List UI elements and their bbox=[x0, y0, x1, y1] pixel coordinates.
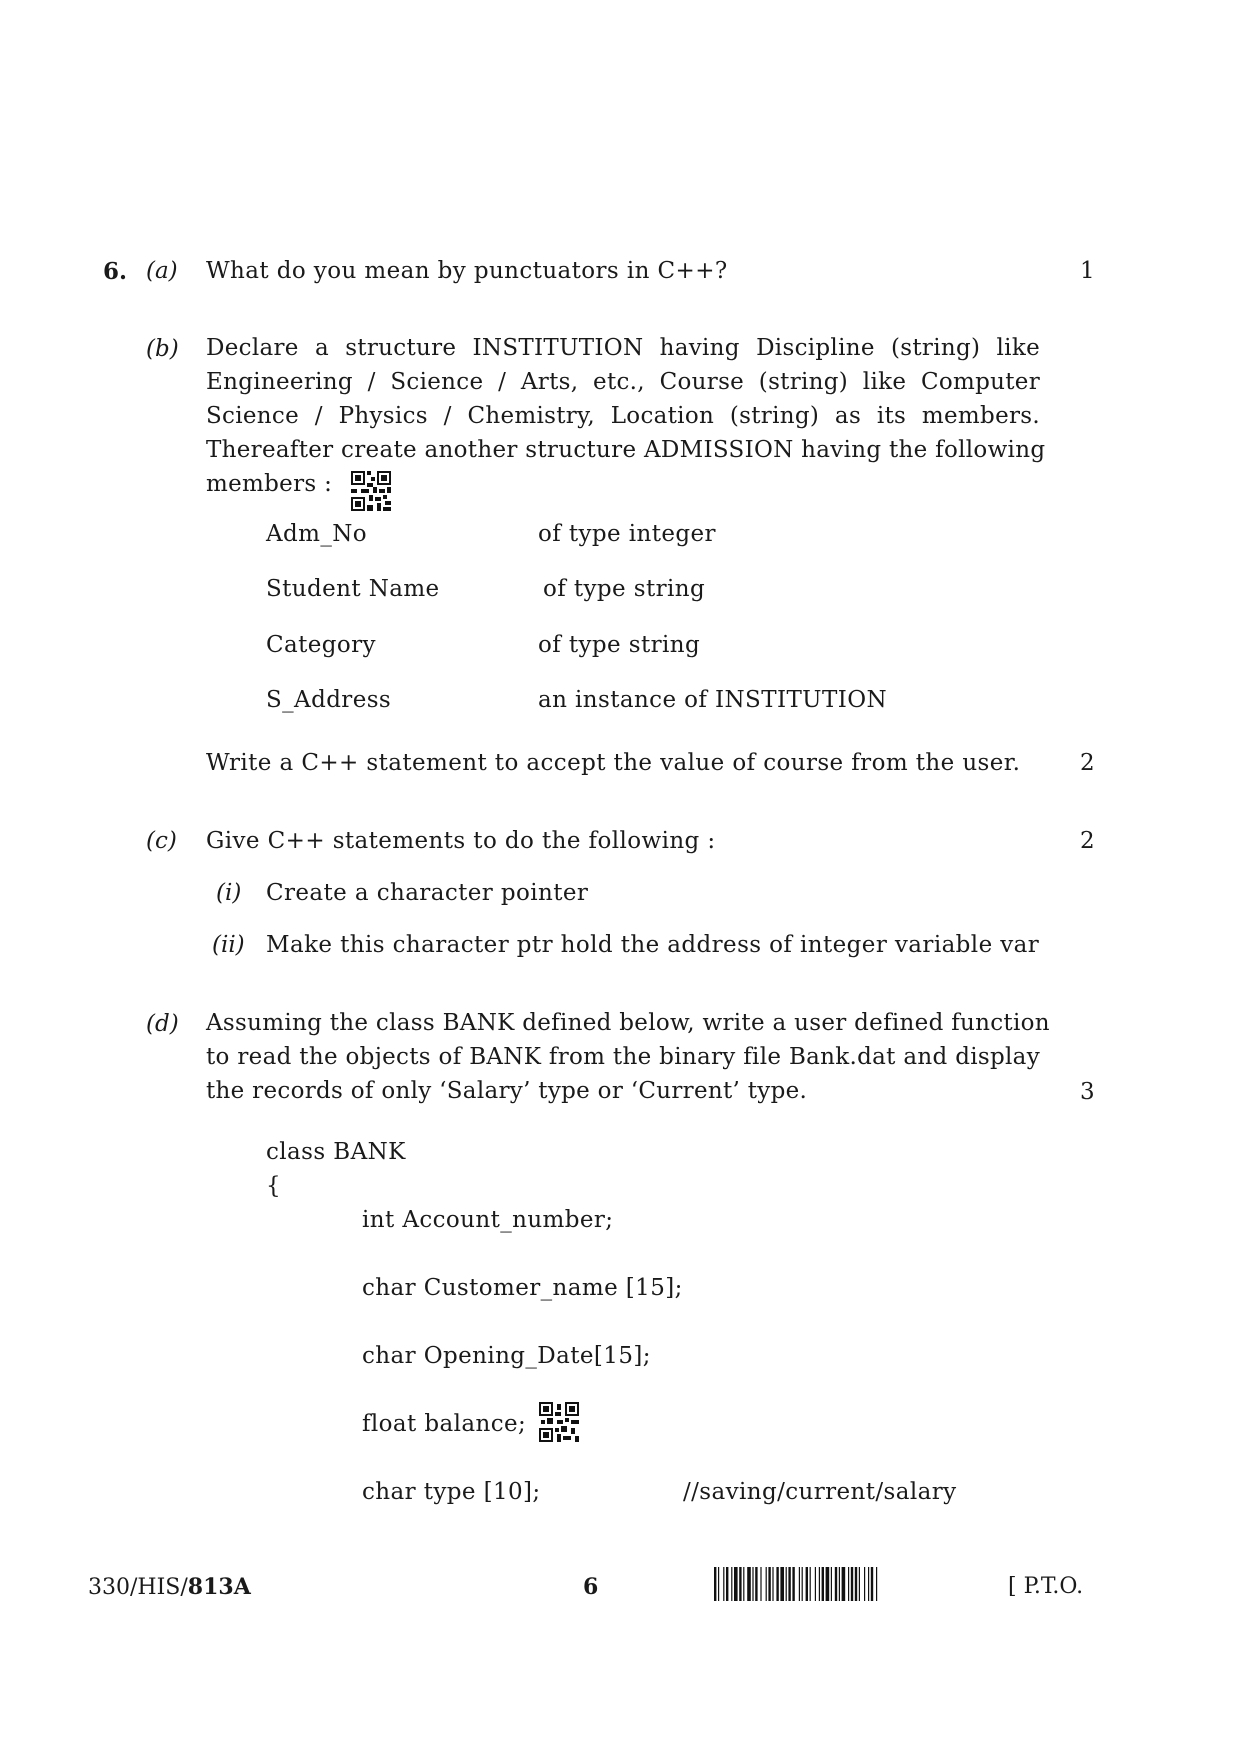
part-d-marks: 3 bbox=[1080, 1079, 1095, 1105]
part-b-line: members : bbox=[206, 471, 333, 497]
part-c-marks: 2 bbox=[1080, 828, 1095, 854]
qr-code-icon bbox=[539, 1402, 579, 1442]
pto-marker: [ P.T.O. bbox=[1008, 1574, 1084, 1599]
part-d-label: (d) bbox=[146, 1011, 179, 1037]
member-type: of type string bbox=[543, 576, 706, 602]
code-open-brace: { bbox=[266, 1173, 282, 1199]
part-b-task: Write a C++ statement to accept the value of course from the user. bbox=[206, 750, 1021, 776]
member-name: Student Name bbox=[266, 576, 440, 602]
member-name: S_Address bbox=[266, 687, 392, 713]
code-member: char Opening_Date[15]; bbox=[362, 1343, 651, 1369]
part-b-line: Declare a structure INSTITUTION having Discipline (string) like bbox=[206, 335, 1040, 361]
part-c-label: (c) bbox=[146, 828, 177, 854]
part-a-text: What do you mean by punctuators in C++? bbox=[206, 258, 728, 284]
part-b-line: Science / Physics / Chemistry, Location (string) as its members. bbox=[206, 403, 1040, 429]
code-comment: //saving/current/salary bbox=[683, 1479, 957, 1505]
barcode-icon bbox=[714, 1567, 992, 1601]
part-d-line: Assuming the class BANK defined below, write a user defined function bbox=[206, 1010, 1050, 1036]
question-number: 6. bbox=[103, 258, 128, 285]
paper-code bbox=[88, 1574, 251, 1600]
page-number: 6 bbox=[583, 1574, 599, 1600]
member-type: of type string bbox=[538, 632, 701, 658]
member-name: Category bbox=[266, 632, 376, 658]
part-d-line: to read the objects of BANK from the binary file Bank.dat and display bbox=[206, 1044, 1040, 1070]
code-class-header: class BANK bbox=[266, 1139, 406, 1165]
part-a-label: (a) bbox=[146, 258, 178, 284]
member-type: an instance of INSTITUTION bbox=[538, 687, 887, 713]
code-member: int Account_number; bbox=[362, 1207, 614, 1233]
part-a-marks: 1 bbox=[1080, 258, 1095, 284]
member-type: of type integer bbox=[538, 521, 716, 547]
sub-item-label: (ii) bbox=[212, 932, 245, 958]
code-member: char type [10]; bbox=[362, 1479, 541, 1505]
part-b-paragraph bbox=[206, 331, 1046, 501]
qr-code-icon bbox=[351, 471, 391, 511]
member-name: Adm_No bbox=[266, 521, 368, 547]
paper-code-bold: 813A bbox=[187, 1574, 251, 1600]
part-b-marks: 2 bbox=[1080, 750, 1095, 776]
part-b-label: (b) bbox=[146, 336, 179, 362]
code-member: char Customer_name [15]; bbox=[362, 1275, 683, 1301]
part-b-line: Thereafter create another structure ADMISSION having the following bbox=[206, 437, 1046, 463]
part-b-line: Engineering / Science / Arts, etc., Course (string) like Computer bbox=[206, 369, 1040, 395]
sub-item-label: (i) bbox=[216, 880, 242, 906]
sub-item-text: Create a character pointer bbox=[266, 880, 589, 906]
sub-item-text: Make this character ptr hold the address of integer variable var bbox=[266, 932, 1040, 958]
paper-code-prefix: 330/HIS/ bbox=[88, 1575, 188, 1600]
part-d-paragraph bbox=[206, 1006, 1050, 1108]
part-c-text: Give C++ statements to do the following : bbox=[206, 828, 716, 854]
part-d-line: the records of only ‘Salary’ type or ‘Current’ type. bbox=[206, 1078, 808, 1104]
code-member: float balance; bbox=[362, 1411, 527, 1437]
